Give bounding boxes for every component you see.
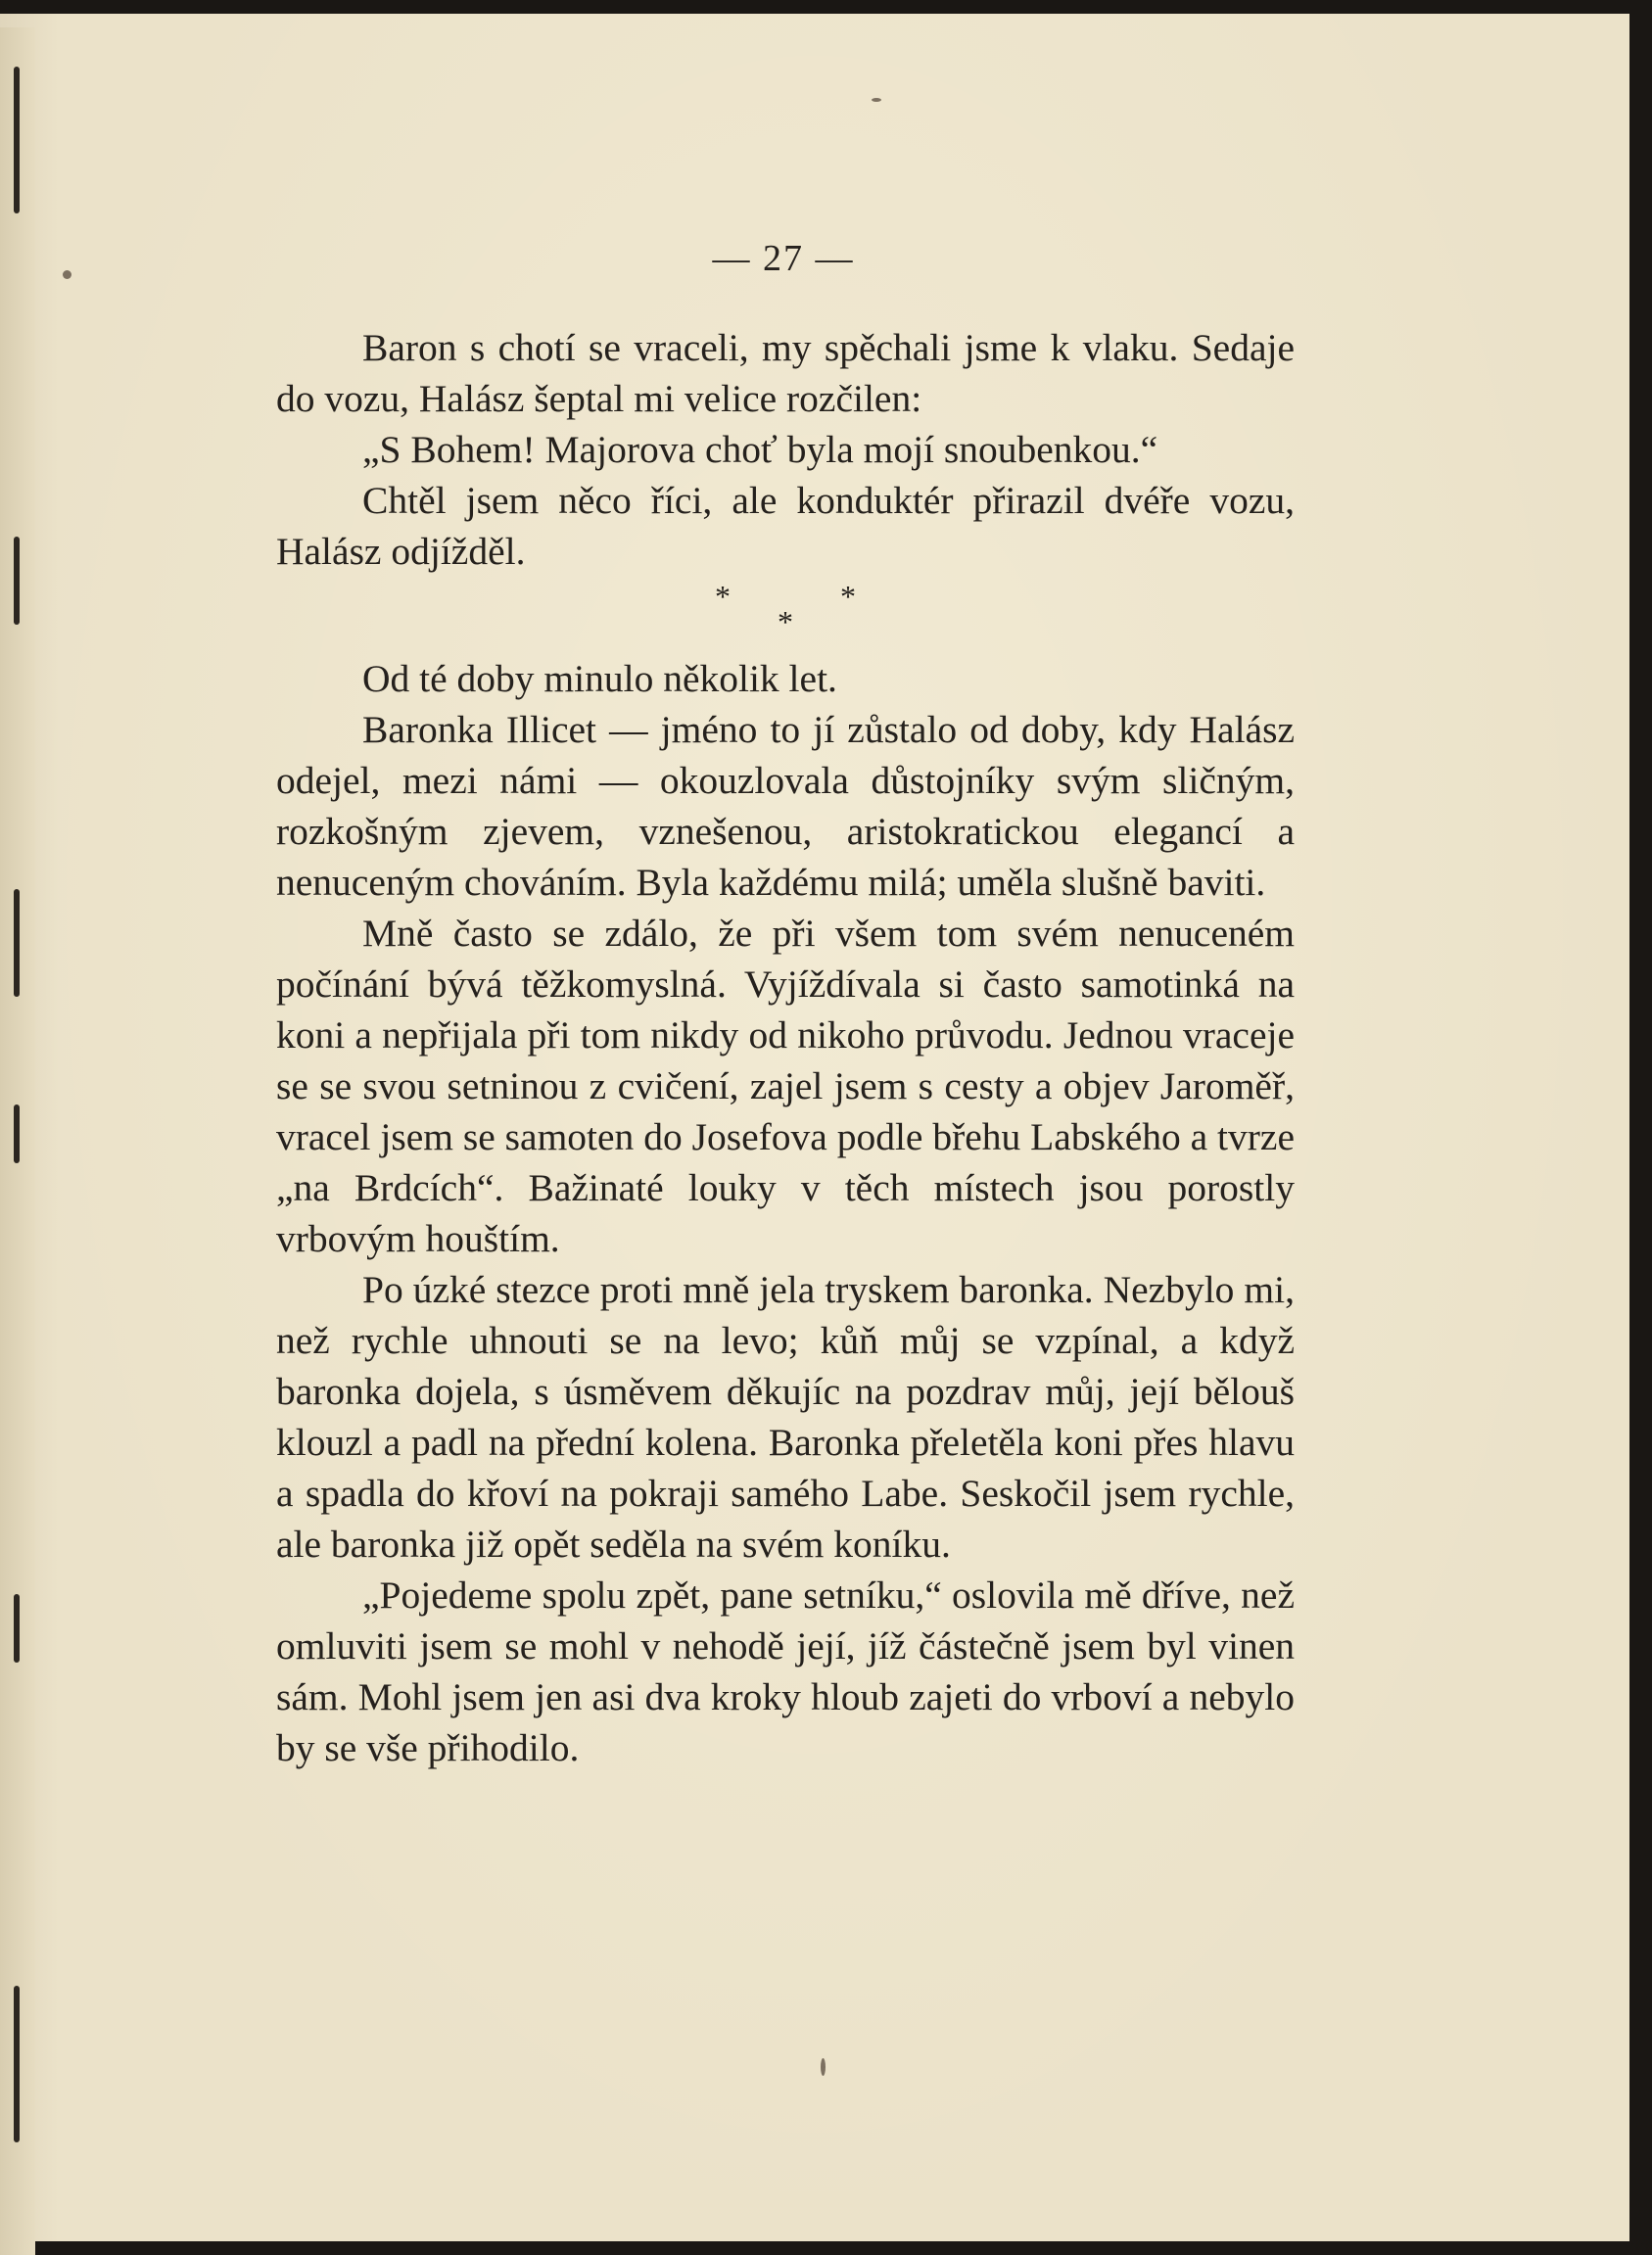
paragraph: Chtěl jsem něco říci, ale konduktér přirazil dvéře vozu, Halász odjížděl. [276, 479, 1295, 573]
paragraph: Od té doby minulo několik let. [362, 657, 837, 700]
paragraph: „S Bohem! Majorova choť byla mojí snoubenkou.“ [362, 428, 1158, 471]
paragraph: „Pojedeme spolu zpět, pane setníku,“ oslovila mě dříve, než omluviti jsem se mohl v nehodě její, jíž částečně jsem byl vinen sám. Mohl jsem jen asi dva kroky hloub zajeti do vrboví a nebylo by se vše přihodilo. [276, 1574, 1295, 1769]
body-text [276, 322, 1295, 1773]
binding-mark [14, 67, 20, 213]
binding-mark [14, 1104, 20, 1163]
asterism-star: * [715, 579, 731, 614]
paper-speck [821, 2058, 826, 2076]
binding-mark [14, 537, 20, 625]
page-gutter [0, 27, 35, 2255]
asterism-star: * [778, 604, 793, 639]
paragraph: Po úzké stezce proti mně jela tryskem baronka. Nezbylo mi, než rychle uhnouti se na levo; kůň můj se vzpínal, a když baronka dojela, s úsměvem děkujíc na pozdrav můj, její bělouš klouzl a padl na přední kolena. Baronka přeletěla koni přes hlavu a spadla do křoví na pokraji samého Labe. Seskočil jsem rychle, ale baronka již opět seděla na svém koníku. [276, 1268, 1295, 1566]
page-number: — 27 — [712, 238, 855, 279]
paper-speck [872, 98, 881, 102]
binding-mark [14, 889, 20, 997]
paragraph: Baronka Illicet — jméno to jí zůstalo od doby, kdy Halász odejel, mezi námi — okouzlovala důstojníky svým sličným, rozkošným zjevem, vznešenou, aristokratickou elegancí a nenuceným chováním. Byla každému milá; uměla slušně baviti. [276, 708, 1295, 904]
asterism-star: * [840, 579, 856, 614]
section-break [276, 577, 1295, 653]
paper-speck [63, 270, 71, 279]
paragraph: Baron s chotí se vraceli, my spěchali jsme k vlaku. Sedaje do vozu, Halász šeptal mi velice rozčilen: [276, 326, 1295, 420]
binding-mark [14, 1986, 20, 2142]
paragraph: Mně často se zdálo, že při všem tom svém nenuceném počínání bývá těžkomyslná. Vyjíždívala si často samotinká na koni a nepřijala při tom nikdy od nikoho průvodu. Jednou vraceje se se svou setninou z cvičení, zajel jsem s cesty a objev Jaroměř, vracel jsem se samoten do Josefova podle břehu Labského a tvrze „na Brdcích“. Bažinaté louky v těch místech jsou porostly vrbovým houštím. [276, 912, 1295, 1260]
binding-mark [14, 1594, 20, 1663]
